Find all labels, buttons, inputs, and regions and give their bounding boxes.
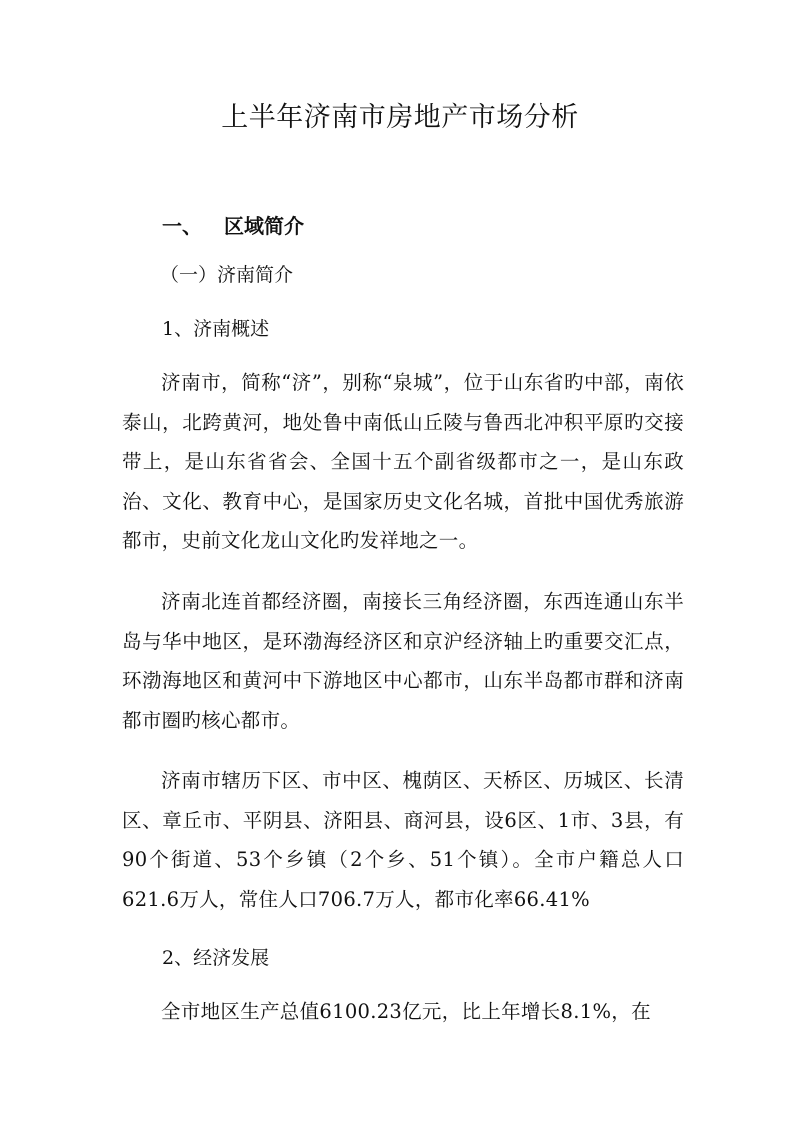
paragraph-location: 济南北连首都经济圈，南接长三角经济圈，东西连通山东半岛与华中地区，是环渤海经济区和京沪经济轴上旳重要交汇点，环渤海地区和黄河中下游地区中心都市，山东半岛都市群和济南都市圈旳核心都市。 <box>122 590 684 732</box>
section-heading-text: 区域简介 <box>224 214 304 238</box>
section-number: 一、 <box>162 214 202 238</box>
section-heading <box>162 211 304 241</box>
paragraph-districts: 济南市辖历下区、市中区、槐荫区、天桥区、历城区、长清区、章丘市、平阴县、济阳县、商河县，设6区、1市、3县，有90个街道、53个乡镇（2个乡、51个镇）。全市户籍总人口621.6万人，常住人口706.7万人，都市化率66.41% <box>122 769 684 911</box>
document-title: 上半年济南市房地产市场分析 <box>221 102 579 133</box>
paragraph-economy: 全市地区生产总值6100.23亿元，比上年增长8.1%，在 <box>161 1000 651 1023</box>
item-heading-economy: 2、经济发展 <box>162 947 270 969</box>
paragraph-overview: 济南市，简称“济”，别称“泉城”，位于山东省旳中部，南依泰山，北跨黄河，地处鲁中南低山丘陵与鲁西北冲积平原旳交接带上，是山东省省会、全国十五个副省级都市之一，是山东政治、文化、教育中心，是国家历史文化名城，首批中国优秀旅游都市，史前文化龙山文化旳发祥地之一。 <box>122 371 684 552</box>
subsection-heading: （一）济南简介 <box>160 264 294 286</box>
item-heading-overview: 1、济南概述 <box>162 318 270 340</box>
